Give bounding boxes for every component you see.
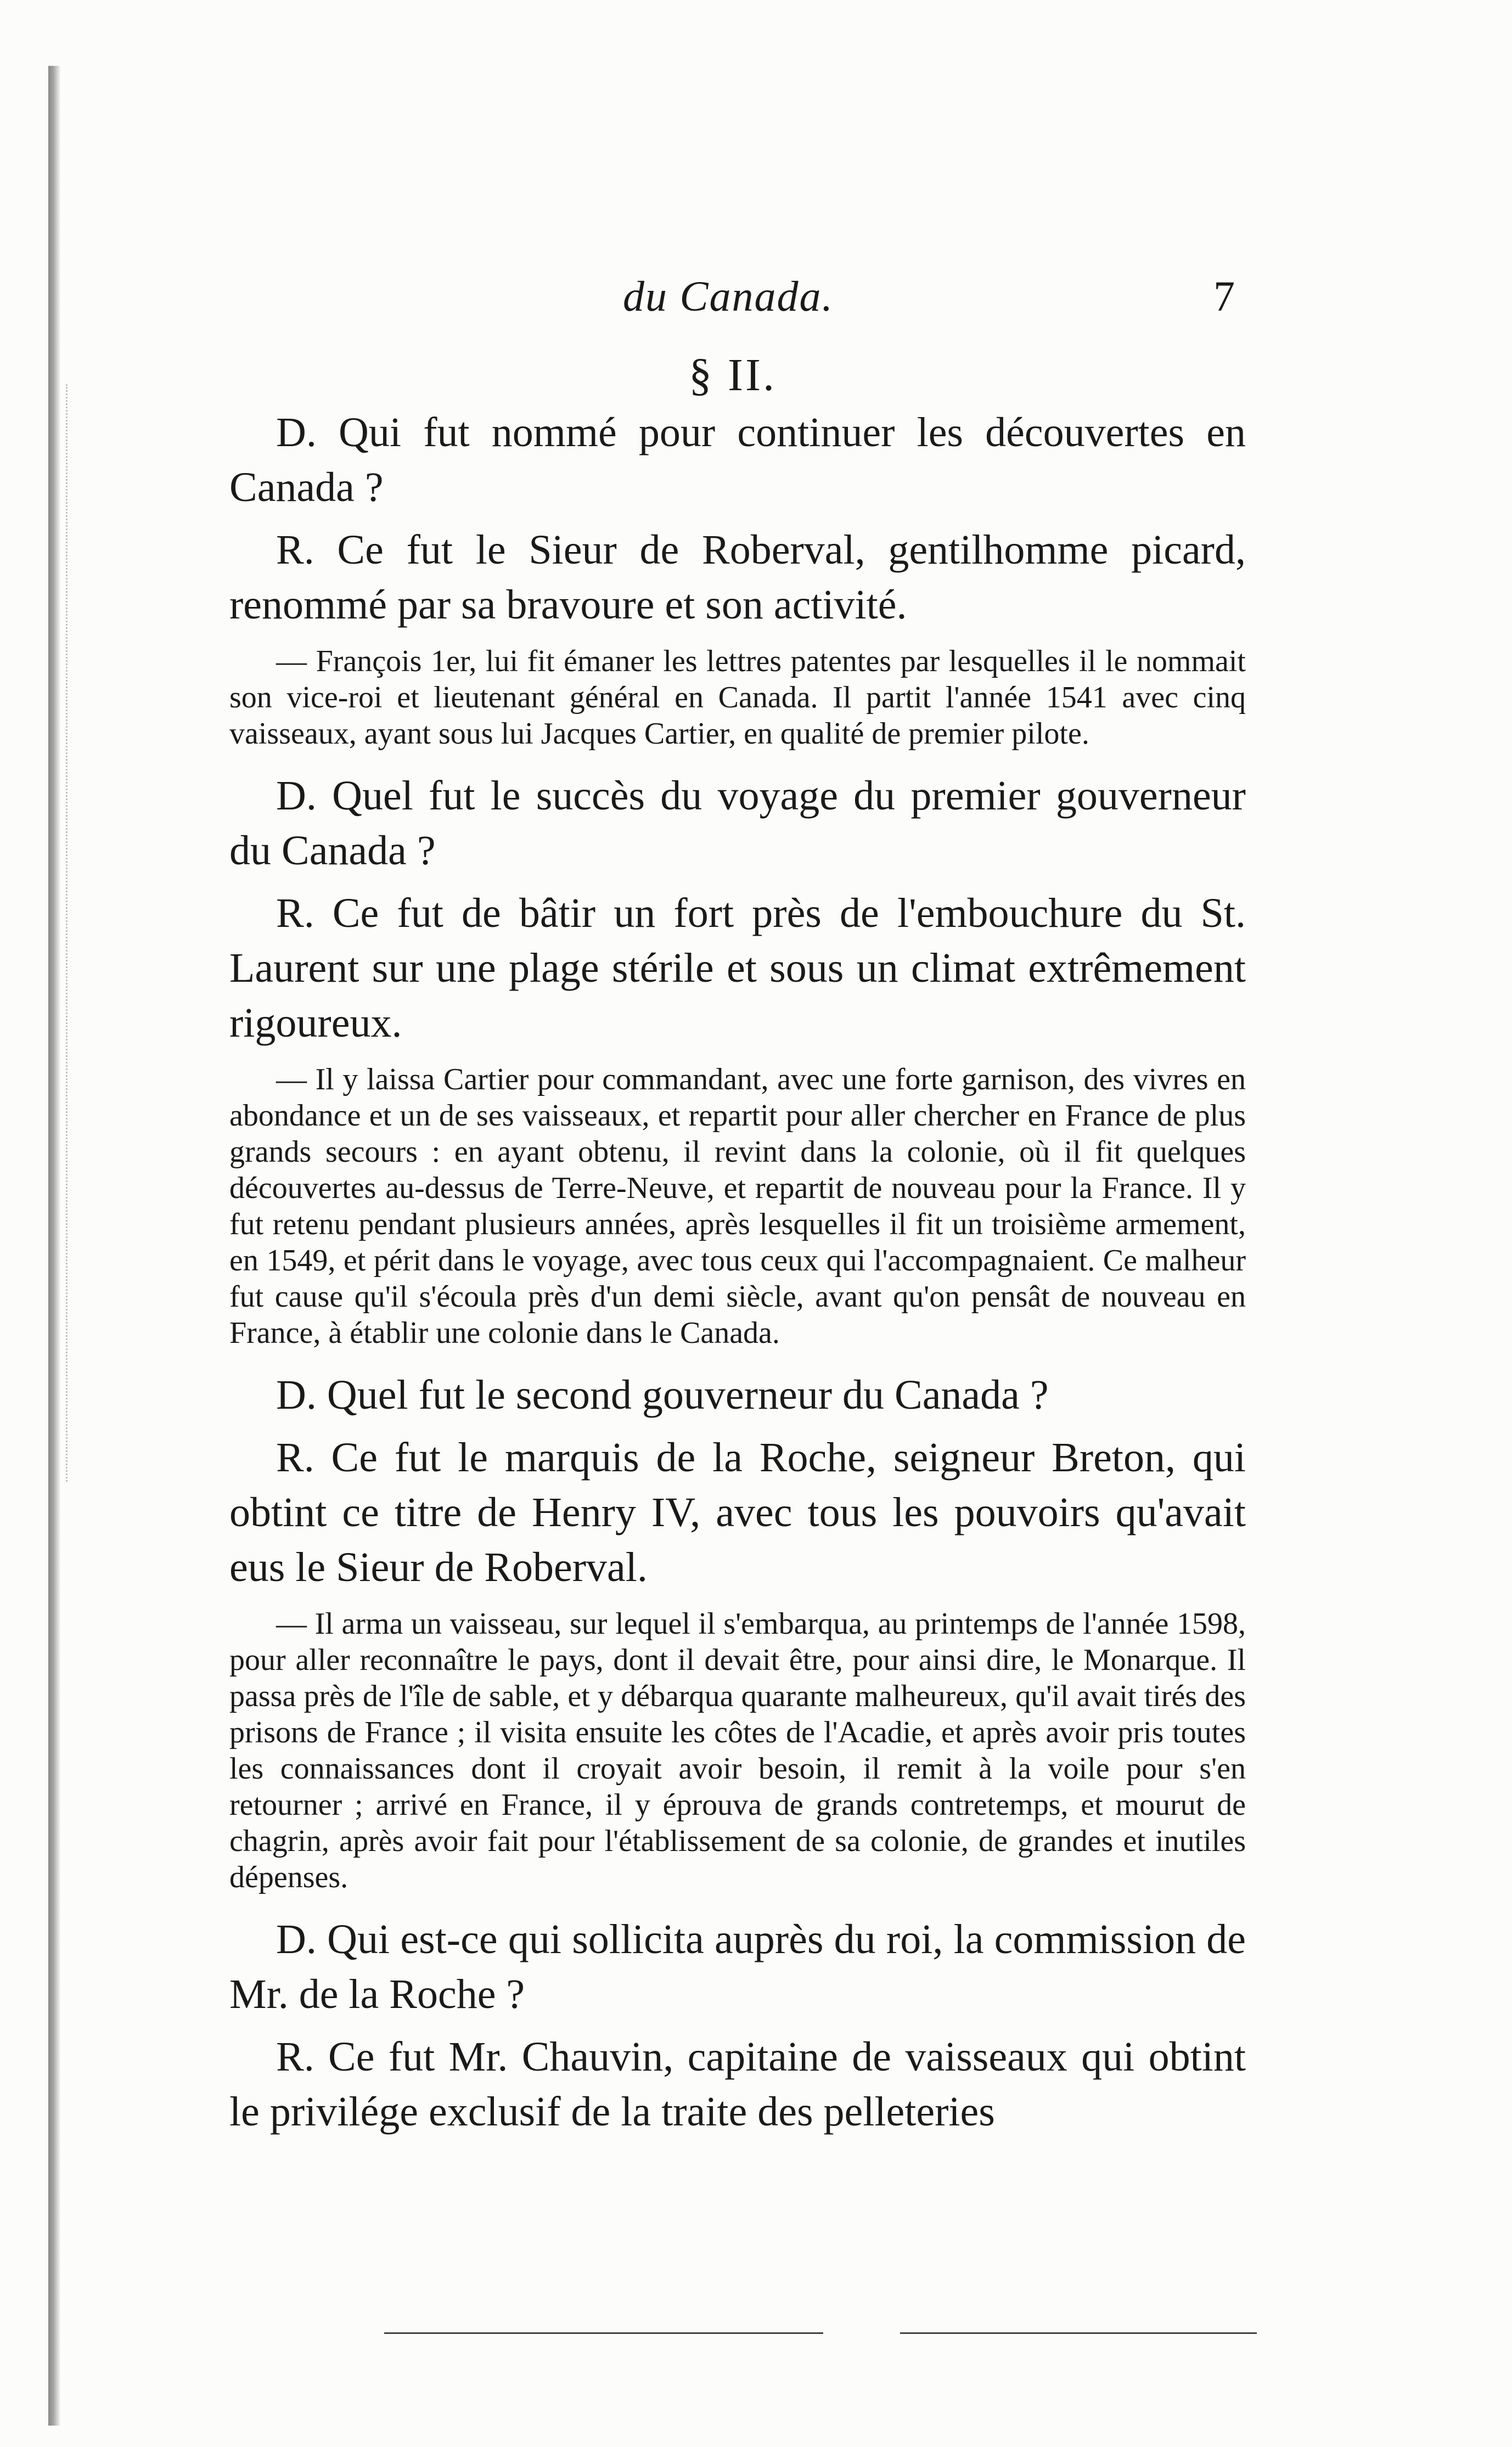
question-3: D. Quel fut le second gouverneur du Canada ? <box>276 1372 1049 1418</box>
note-3: — Il arma un vaisseau, sur lequel il s'embarqua, au printemps de l'année 1598, pour aller reconnaître le pays, dont il devait être, pour ainsi dire, le Monarque. Il passa près de l'île de sable, et y débarqua quarante malheureux, qu'il avait tirés des prisons de France ; il visita ensuite les côtes de l'Acadie, et après avoir pris toutes les connaissances dont il croyait avoir besoin, il remit à la voile pour s'en retourner ; arrivé en France, il y éprouva de grands contretemps, et mourut de chagrin, après avoir fait pour l'établissement de sa colonie, de grandes et inutiles dépenses. <box>229 1607 1246 1894</box>
answer-2: R. Ce fut de bâtir un fort près de l'embouchure du St. Laurent sur une plage stérile et sous un climat extrêmement rigoureux. <box>229 890 1246 1046</box>
running-head: du Canada. <box>623 272 834 320</box>
binding-specks <box>66 384 72 1482</box>
question-1: D. Qui fut nommé pour continuer les découvertes en Canada ? <box>229 409 1246 510</box>
answer-3: R. Ce fut le marquis de la Roche, seigneur Breton, qui obtint ce titre de Henry IV, avec tous les pouvoirs qu'avait eus le Sieur de Roberval. <box>229 1435 1246 1590</box>
question-4: D. Qui est-ce qui sollicita auprès du roi, la commission de Mr. de la Roche ? <box>229 1916 1246 2017</box>
note-1: — François 1er, lui fit émaner les lettres patentes par lesquelles il le nommait son vice-roi et lieutenant général en Canada. Il partit l'année 1541 avec cinq vaisseaux, ayant sous lui Jacques Cartier, en qualité de premier pilote. <box>229 644 1246 751</box>
section-heading: § II. <box>689 350 777 401</box>
binding-shadow <box>48 66 60 2426</box>
bottom-rule-right <box>900 2332 1257 2334</box>
page-header <box>231 272 1246 332</box>
bottom-rule-left <box>384 2332 823 2334</box>
note-2: — Il y laissa Cartier pour commandant, avec une forte garnison, des vivres en abondance et un de ses vaisseaux, et repartit pour aller chercher en France de plus grands secours : en ayant obtenu, il revint dans la colonie, où il fit quelques découvertes au-dessus de Terre-Neuve, et repartit de nouveau pour la France. Il y fut retenu pendant plusieurs années, après lesquelles il fit un troisième armement, en 1549, et périt dans le voyage, avec tous ceux qui l'accompagnaient. Ce malheur fut cause qu'il s'écoula près d'un demi siècle, avant qu'on pensât de nouveau en France, à établir une colonie dans le Canada. <box>229 1062 1246 1350</box>
body-text <box>229 405 1246 2150</box>
page-number: 7 <box>1213 272 1235 320</box>
answer-1: R. Ce fut le Sieur de Roberval, gentilhomme picard, renommé par sa bravoure et son activité. <box>229 527 1246 628</box>
question-2: D. Quel fut le succès du voyage du premier gouverneur du Canada ? <box>229 773 1246 874</box>
answer-4: R. Ce fut Mr. Chauvin, capitaine de vaisseaux qui obtint le privilége exclusif de la traite des pelleteries <box>229 2034 1246 2135</box>
